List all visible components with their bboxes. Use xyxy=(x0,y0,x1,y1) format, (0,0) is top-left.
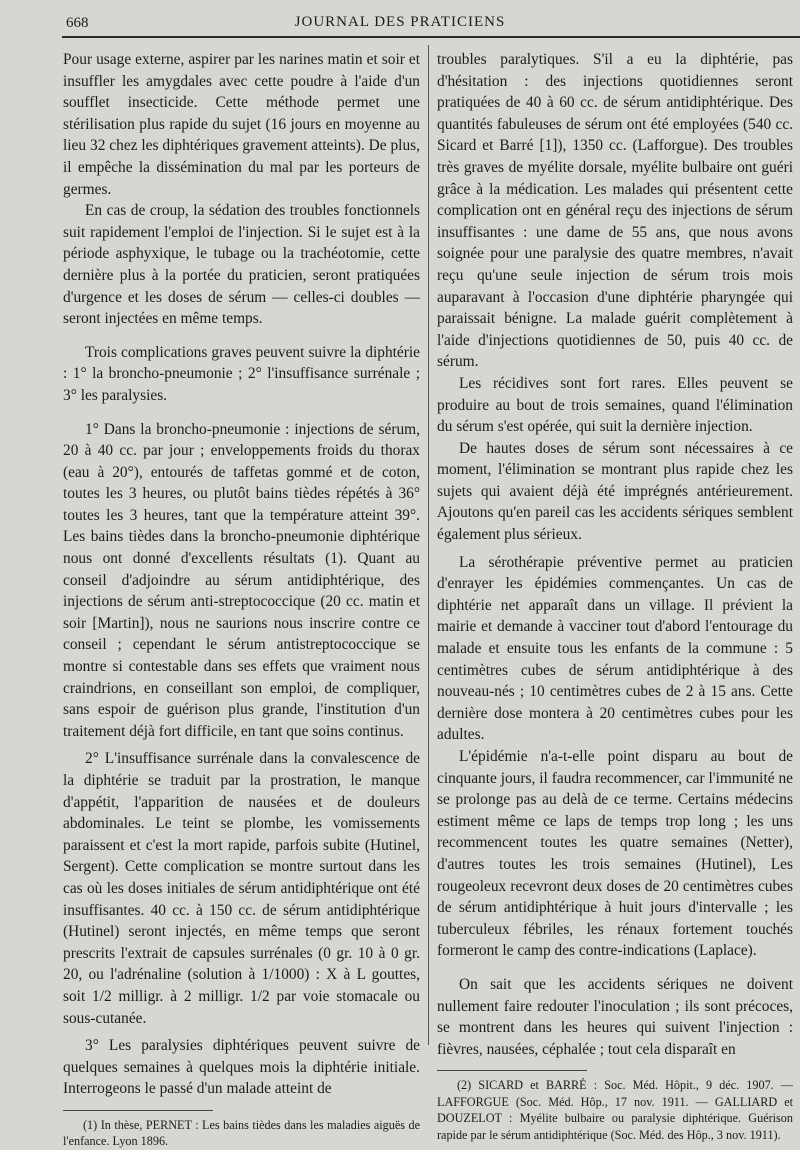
footnote-rule xyxy=(437,1070,587,1071)
journal-title: JOURNAL DES PRATICIENS xyxy=(294,14,506,30)
page-number: 668 xyxy=(66,15,89,31)
paragraph: L'épidémie n'a-t-elle point disparu au bout de cinquante jours, il faudra recommencer, car l'immunité ne se prolonge pas au delà de ce terme. Certains médecins estiment même ce laps de temps trop long ; les uns recommencent toutes les quatre semaines (Netter), d'autres toutes les trois semaines (Hutinel), Les rougeoleux recevront deux doses de 20 centimètres cubes de sérum antidiphtérique à huit jours d'intervalle ; les tuberculeux fébriles, les rénaux fortement touchés formeront le camp des contre-indications (Laplace). xyxy=(437,748,793,960)
paragraph: La sérothérapie préventive permet au praticien d'enrayer les épidémies commençantes. Un cas de diphtérie net apparaît dans un village. Il prévient la mairie et demande à vacciner tout d'abord l'entourage du malade et ensuite tous les enfants de la commune : 5 centimètres cubes de sérum antidiphtérique à des nouveau-nés ; 10 centimètres cubes de 2 à 15 ans. Cette dernière dose montera à 20 centimètres cubes pour les adultes. xyxy=(437,553,793,744)
left-column xyxy=(63,49,420,1150)
footnote: (1) In thèse, PERNET : Les bains tièdes dans les maladies aiguës de l'enfance. Lyon 1896. xyxy=(63,1117,420,1149)
paragraph: De hautes doses de sérum sont nécessaires à ce moment, l'élimination se montrant plus rapide chez les sujets qui avaient déjà été imprégnés antérieurement. Ajoutons qu'en pareil cas les accidents sériques semblent également plus sérieux. xyxy=(437,439,793,544)
paragraph: troubles paralytiques. S'il a eu la diphtérie, pas d'hésitation : des injections quotidiennes seront pratiquées de 40 à 60 cc. de sérum antidiphtérique. Des quantités fabuleuses de sérum ont été employées (540 cc. Sicard et Barré [1]), 1350 cc. (Lafforgue). Des troubles très graves de myélite dorsale, myélite bulbaire ont guéri grâce à la médication. Les malades qui présentent cette complication ont en général reçu des injections de sérum insuffisantes : une dame de 55 ans, que nous avons soignée pour une paralysie des quatre membres, n'avait reçu qu'une seule injection de sérum trois mois auparavant à l'occasion d'une diphtérie pharyngée qui paraissait bénigne. La malade guérit complètement à l'aide d'injections quotidiennes de 50, puis 40 cc. de sérum. xyxy=(437,51,793,371)
paragraph: 3° Les paralysies diphtériques peuvent suivre de quelques semaines à quelques mois la diphtérie initiale. Interrogeons le passé d'un malade atteint de xyxy=(63,1037,420,1098)
header-rule xyxy=(62,36,800,38)
footnote-rule xyxy=(63,1110,213,1111)
paragraph: Trois complications graves peuvent suivre la diphtérie : 1° la broncho-pneumonie ; 2° l'insuffisance surrénale ; 3° les paralysies. xyxy=(63,343,420,404)
footnote: (2) SICARD et BARRÉ : Soc. Méd. Hôpit., 9 déc. 1907. — LAFFORGUE (Soc. Méd. Hôp., 17 nov. 1911. — GALLIARD et DOUZELOT : Myélite bulbaire ou paralysie diphtérique. Guérison rapide par le sérum antidiphtérique (Soc. Méd. des Hôp., 3 nov. 1911). xyxy=(437,1078,793,1142)
paragraph: 1° Dans la broncho-pneumonie : injections de sérum, 20 à 40 cc. par jour ; enveloppements froids du thorax (eau à 20°), entourés de taffetas gommé et de coton, toutes les 3 heures, ou plutôt bains tièdes répétés à 36° toutes les 3 heures, tant que la température atteint 39°. Les bains tièdes dans la broncho-pneumonie diphtérique nous ont donné d'excellents résultats (1). Quant au conseil d'adjoindre au sérum antidiphtérique, des injections de sérum anti-streptococcique (20 cc. matin et soir [Martin]), nous ne saurions nous inscrire contre ce conseil ; cependant le sérum antistreptococcique se montre si contestable dans ses effets que vraiment nous craindrions, en conseillant son emploi, de compliquer, sans espoir de guérison plus grande, l'institution d'un traitement déjà fort difficile, en tant que soins continus. xyxy=(63,420,420,740)
page-header xyxy=(0,14,800,38)
right-column xyxy=(437,49,793,1142)
paragraph: En cas de croup, la sédation des troubles fonctionnels suit rapidement l'emploi de l'injection. Si le sujet est à la période asphyxique, le tubage ou la trachéotomie, cette dernière plus à la portée du praticien, seront pratiquées d'urgence et les doses de sérum — celles-ci doubles — seront injectées en même temps. xyxy=(63,202,420,328)
paragraph: Les récidives sont fort rares. Elles peuvent se produire au bout de trois semaines, quand l'élimination du sérum s'est opérée, qui suit la dernière injection. xyxy=(437,374,793,436)
paragraph: Pour usage externe, aspirer par les narines matin et soir et insuffler les amygdales avec cette poudre à l'aide d'un soufflet insecticide. Cette méthode permet une stérilisation plus rapide du sujet (16 jours en moyenne au lieu 32 chez les diphtériques gravement atteints). De plus, il empêche la dissémination du mal par les porteurs de germes. xyxy=(63,51,420,198)
paragraph: 2° L'insuffisance surrénale dans la convalescence de la diphtérie se traduit par la prostration, le manque d'appétit, l'apparition de nausées et de douleurs abdominales. Le teint se plombe, les vomissements paraissent et c'est la mort rapide, parfois subite (Hutinel, Sergent). Cette complication se montre surtout dans les cas où les doses initiales de sérum antidiphtérique ont été insuffisantes. 40 cc. à 150 cc. de sérum antidiphtérique (Hutinel) seront injectés, en même temps que seront prescrits l'extrait de capsules surrénales (0 gr. 10 à 0 gr. 20, ou l'adrénaline (solution à 1/1000) : X à L gouttes, soit 1/2 milligr. à 2 milligr. 1/2 par voie stomacale ou sous-cutanée. xyxy=(63,750,420,1027)
paragraph: On sait que les accidents sériques ne doivent nullement faire redouter l'inoculation ; ils sont précoces, se montrent dans les heures qui suivent l'injection : fièvres, nausées, céphalée ; tout cela disparaît en xyxy=(437,975,793,1058)
column-divider xyxy=(428,45,429,1045)
